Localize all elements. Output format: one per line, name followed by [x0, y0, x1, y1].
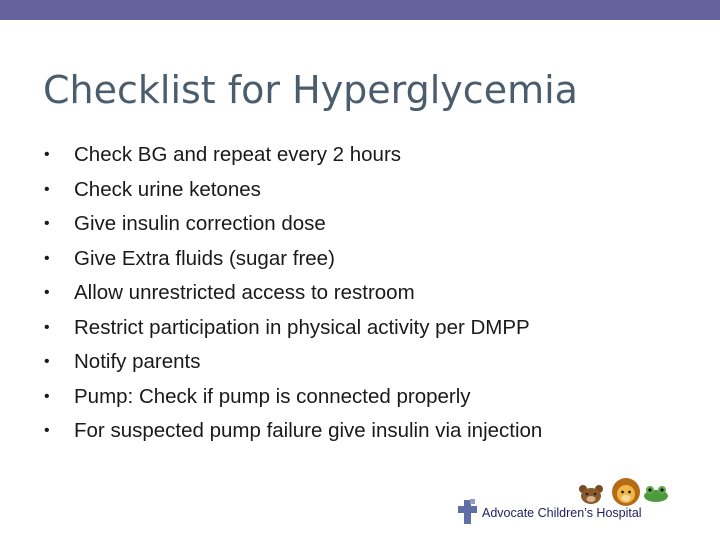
- bullet-dot: •: [44, 353, 50, 370]
- bear-icon: [579, 485, 603, 504]
- bullet-dot: •: [44, 249, 50, 267]
- slide-title: Checklist for Hyperglycemia: [43, 68, 578, 112]
- bullet-item: [44, 414, 542, 449]
- bullet-item: [44, 242, 542, 277]
- bullet-item: [44, 138, 542, 173]
- bullet-dot: •: [44, 146, 50, 163]
- bullet-item: [44, 207, 542, 242]
- lion-icon: [612, 478, 640, 506]
- bullet-item: [44, 380, 542, 415]
- bullet-text: Allow unrestricted access to restroom: [74, 281, 415, 304]
- bullet-item: [44, 345, 542, 380]
- bullet-dot: •: [44, 284, 50, 301]
- bullet-dot: •: [44, 215, 50, 232]
- frog-icon: [644, 486, 668, 502]
- bullet-item: [44, 173, 542, 208]
- bullet-text: Pump: Check if pump is connected properly: [74, 384, 471, 408]
- bullet-item: [44, 276, 542, 311]
- bullet-text: For suspected pump failure give insulin via injection: [74, 419, 543, 442]
- cross-icon: [458, 499, 477, 524]
- bullet-text: Notify parents: [74, 350, 201, 373]
- bullet-text: Check BG and repeat every 2 hours: [74, 143, 402, 166]
- bullet-text: Give insulin correction dose: [74, 212, 326, 235]
- bullet-dot: •: [44, 422, 50, 439]
- logo-text: Advocate Children’s Hospital: [482, 506, 642, 520]
- hospital-logo: [456, 476, 672, 528]
- bullet-item: [44, 311, 542, 346]
- bullet-list: [44, 138, 542, 449]
- bullet-text: Give Extra fluids (sugar free): [74, 246, 335, 270]
- bullet-text: Restrict participation in physical activity per DMPP: [74, 315, 530, 339]
- bullet-dot: •: [44, 180, 50, 198]
- bullet-dot: •: [44, 318, 50, 336]
- logo-graphics: [456, 476, 672, 528]
- bullet-text: Check urine ketones: [74, 177, 261, 201]
- bullet-dot: •: [44, 387, 50, 405]
- top-accent-bar: [0, 0, 720, 20]
